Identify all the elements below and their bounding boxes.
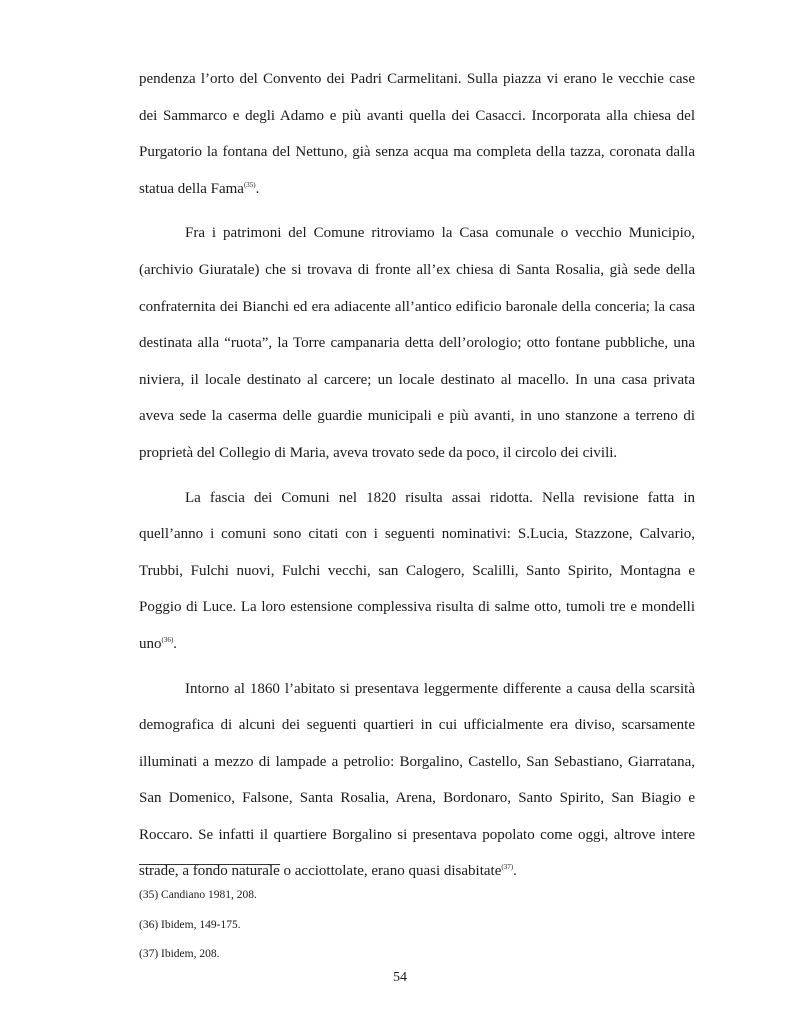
punctuation: . [173, 635, 177, 652]
footnotes [139, 881, 695, 970]
footnote-separator [139, 864, 280, 865]
paragraph-1 [139, 61, 695, 207]
paragraph-text: Fra i patrimoni del Comune ritroviamo la Casa comunale o vecchio Municipio, (archivio Giuratale) che si trovava di fronte all’ex chiesa di Santa Rosalia, già sede della confraternita dei Bianchi ed era adiacente all’antico edificio baronale della conceria; la casa destinata alla “ruota”, la Torre campanaria detta dell’orologio; otto fontane pubbliche, una niviera, il locale destinato al carcere; un locale destinato al macello. In una casa privata aveva sede la caserma delle guardie municipali e più avanti, in uno stanzone a terreno di proprietà del Collegio di Maria, aveva trovato sede da poco, il circolo dei civili. [139, 225, 695, 461]
paragraph-text: Intorno al 1860 l’abitato si presentava leggermente differente a causa della scarsità demografica di alcuni dei seguenti quartieri in cui ufficialmente era diviso, scarsamente illuminati a mezzo di lampade a petrolio: Borgalino, Castello, San Sebastiano, Giarratana, San Domenico, Falsone, Santa Rosalia, Arena, Bordonaro, Santo Spirito, San Biagio e Roccaro. Se infatti il quartiere Borgalino si presentava popolato come oggi, altrove intere strade, a fondo naturale o acciottolate, erano quasi disabitate [139, 680, 695, 880]
punctuation: . [255, 180, 260, 197]
paragraph-text: pendenza l’orto del Convento dei Padri Carmelitani. Sulla piazza vi erano le vecchie case dei Sammarco e degli Adamo e più avanti quella dei Casacci. Incorporata alla chiesa del Purgatorio la fontana del Nettuno, già senza acqua ma completa della tazza, coronata dalla statua della Fama [139, 71, 695, 197]
footnote-ref-36: (36) [161, 635, 174, 644]
footnote-35: (35) Candiano 1981, 208. [139, 889, 257, 901]
paragraph-4 [139, 671, 695, 891]
footnote-ref-37: (37) [501, 863, 514, 872]
footnote-ref-35: (35) [243, 180, 256, 189]
punctuation: . [513, 863, 517, 880]
paragraph-3 [139, 480, 695, 663]
paragraph-text: La fascia dei Comuni nel 1820 risulta assai ridotta. Nella revisione fatta in quell’anno i comuni sono citati con i seguenti nominativi: S.Lucia, Stazzone, Calvario, Trubbi, Fulchi nuovi, Fulchi vecchi, san Calogero, Scalilli, Santo Spirito, Montagna e Poggio di Luce. La loro estensione complessiva risulta di salme otto, tumoli tre e mondelli uno [139, 489, 695, 652]
paragraph-2 [139, 215, 695, 471]
page-number: 54 [393, 970, 407, 985]
footnote-36: (36) Ibidem, 149-175. [139, 918, 241, 931]
body-text [139, 61, 695, 890]
footnote-37: (37) Ibidem, 208. [139, 948, 220, 960]
